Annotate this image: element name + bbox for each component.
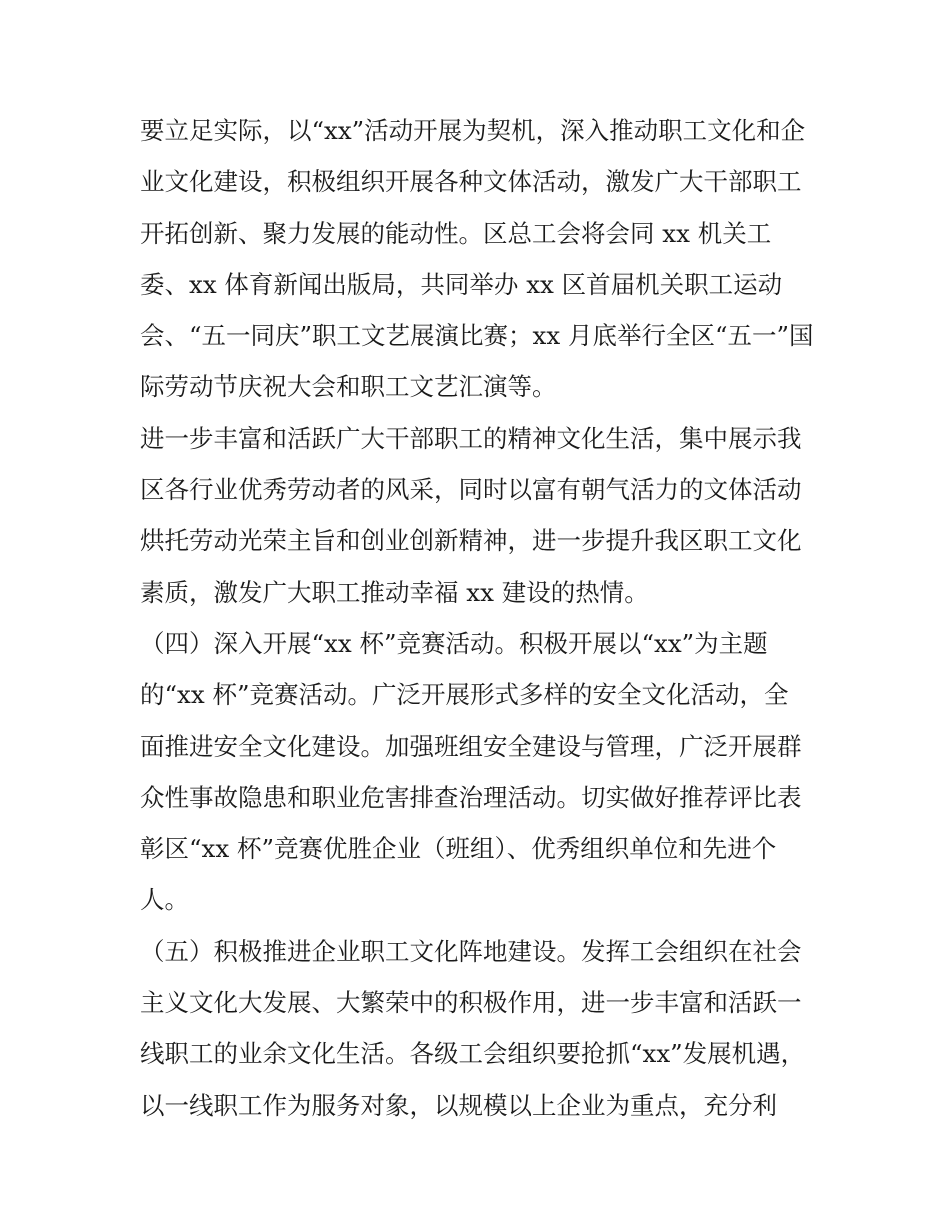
text-line: 素质，激发广大职工推动幸福 xx 建设的热情。 [140, 577, 649, 607]
text-line: 际劳动节庆祝大会和职工文艺汇演等。 [140, 372, 557, 402]
text-line: 要立足实际，以“xx”活动开展为契机，深入推动职工文化和企 [140, 116, 806, 145]
text-line: （四）深入开展“xx 杯”竞赛活动。积极开展以“xx”为主题 [140, 628, 768, 658]
text-line: 业文化建设，积极组织开展各种文体活动，激发广大干部职工 [140, 167, 802, 197]
text-line: 众性事故隐患和职业危害排查治理活动。切实做好推荐评比表 [140, 782, 802, 812]
text-line: 委、xx 体育新闻出版局，共同举办 xx 区首届机关职工运动 [140, 269, 783, 299]
text-line: 以一线职工作为服务对象，以规模以上企业为重点，充分利 [140, 1090, 777, 1120]
text-line: （五）积极推进企业职工文化阵地建设。发挥工会组织在社会 [140, 936, 802, 966]
text-line: 人。 [140, 885, 189, 915]
text-line: 线职工的业余文化生活。各级工会组织要抢抓“xx”发展机遇， [140, 1039, 806, 1069]
text-line: 面推进安全文化建设。加强班组安全建设与管理，广泛开展群 [140, 731, 802, 761]
text-line: 开拓创新、聚力发展的能动性。区总工会将会同 xx 机关工 [140, 218, 772, 248]
body-text [140, 110, 820, 1136]
text-line: 区各行业优秀劳动者的风采，同时以富有朝气活力的文体活动 [140, 475, 802, 505]
text-line: 烘托劳动光荣主旨和创业创新精神，进一步提升我区职工文化 [140, 526, 802, 556]
text-line: 彰区“xx 杯”竞赛优胜企业（班组）、优秀组织单位和先进个 [140, 834, 777, 864]
text-line: 主义文化大发展、大繁荣中的积极作用，进一步丰富和活跃一 [140, 988, 802, 1018]
text-line: 的“xx 杯”竞赛活动。广泛开展形式多样的安全文化活动，全 [140, 680, 789, 710]
text-line: 会、“五一同庆”职工文艺展演比赛；xx 月底举行全区“五一”国 [140, 321, 814, 351]
text-line: 进一步丰富和活跃广大干部职工的精神文化生活，集中展示我 [140, 423, 802, 453]
